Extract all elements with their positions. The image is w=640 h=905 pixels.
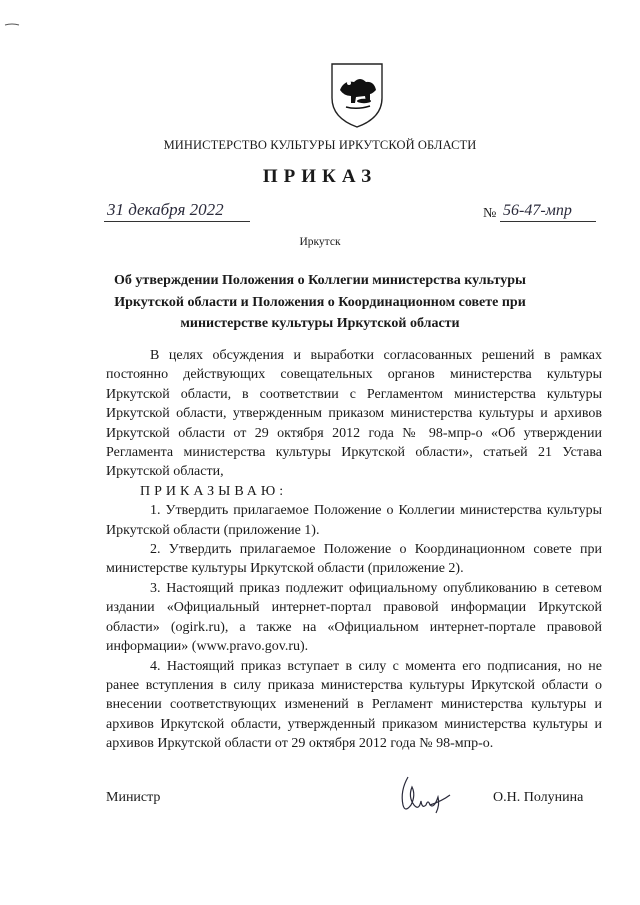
order-item-2: 2. Утвердить прилагаемое Положение о Координационном совете при министерстве культуры Иркутской области (приложение 2). bbox=[106, 542, 602, 577]
number-label: № bbox=[483, 206, 497, 221]
irkutsk-coat-of-arms-icon bbox=[326, 60, 388, 130]
date-underline bbox=[104, 221, 250, 222]
order-date: 31 декабря 2022 bbox=[107, 200, 224, 219]
order-item-1: 1. Утвердить прилагаемое Положение о Коллегии министерства культуры Иркутской области (приложение 1). bbox=[106, 503, 602, 538]
document-type: ПРИКАЗ bbox=[262, 166, 378, 187]
signer-name: О.Н. Полунина bbox=[493, 790, 584, 805]
order-word: ПРИКАЗЫВАЮ: bbox=[140, 483, 288, 499]
ministry-name: МИНИСТЕРСТВО КУЛЬТУРЫ ИРКУТСКОЙ ОБЛАСТИ bbox=[163, 138, 477, 152]
number-underline bbox=[500, 221, 596, 222]
handwritten-signature-icon bbox=[394, 775, 452, 817]
order-item-3: 3. Настоящий приказ подлежит официальному опубликованию в сетевом издании «Официальный интернет-портал правовой информации Иркутской области» (ogirk.ru), а также на «Официальном интернет-портале правовой информации» (www.pravo.gov.ru). bbox=[106, 580, 602, 655]
scan-mark bbox=[4, 14, 20, 16]
city: Иркутск bbox=[299, 236, 341, 248]
signer-position: Министр bbox=[106, 790, 161, 805]
order-item-4: 4. Настоящий приказ вступает в силу с момента его подписания, но не ранее вступления в силу приказа министерства культуры Иркутской области о внесении соответствующих изменений в Регламент министерства культуры и архивов Иркутской области, утвержденный приказом министерства культуры и архивов Иркутской области от 29 октября 2012 года № 98-мпр-о. bbox=[106, 658, 602, 752]
document-body bbox=[106, 346, 602, 754]
order-number: 56-47-мпр bbox=[503, 202, 572, 219]
preamble-paragraph: В целях обсуждения и выработки согласованных решений в рамках постоянно действующих совещательных органов министерства культуры Иркутской области, в соответствии с Регламентом министерства культуры Иркутской области, утвержденным приказом министерства культуры и архивов Иркутской области от 29 октября 2012 года № 98-мпр-о «Об утверждении Регламента министерства культуры Иркутской области», статьей 21 Устава Иркутской области, bbox=[106, 348, 602, 480]
document-title: Об утверждении Положения о Коллегии министерства культуры Иркутской области и Положения о Координационном совете при министерстве культуры Иркутской области bbox=[114, 273, 526, 331]
